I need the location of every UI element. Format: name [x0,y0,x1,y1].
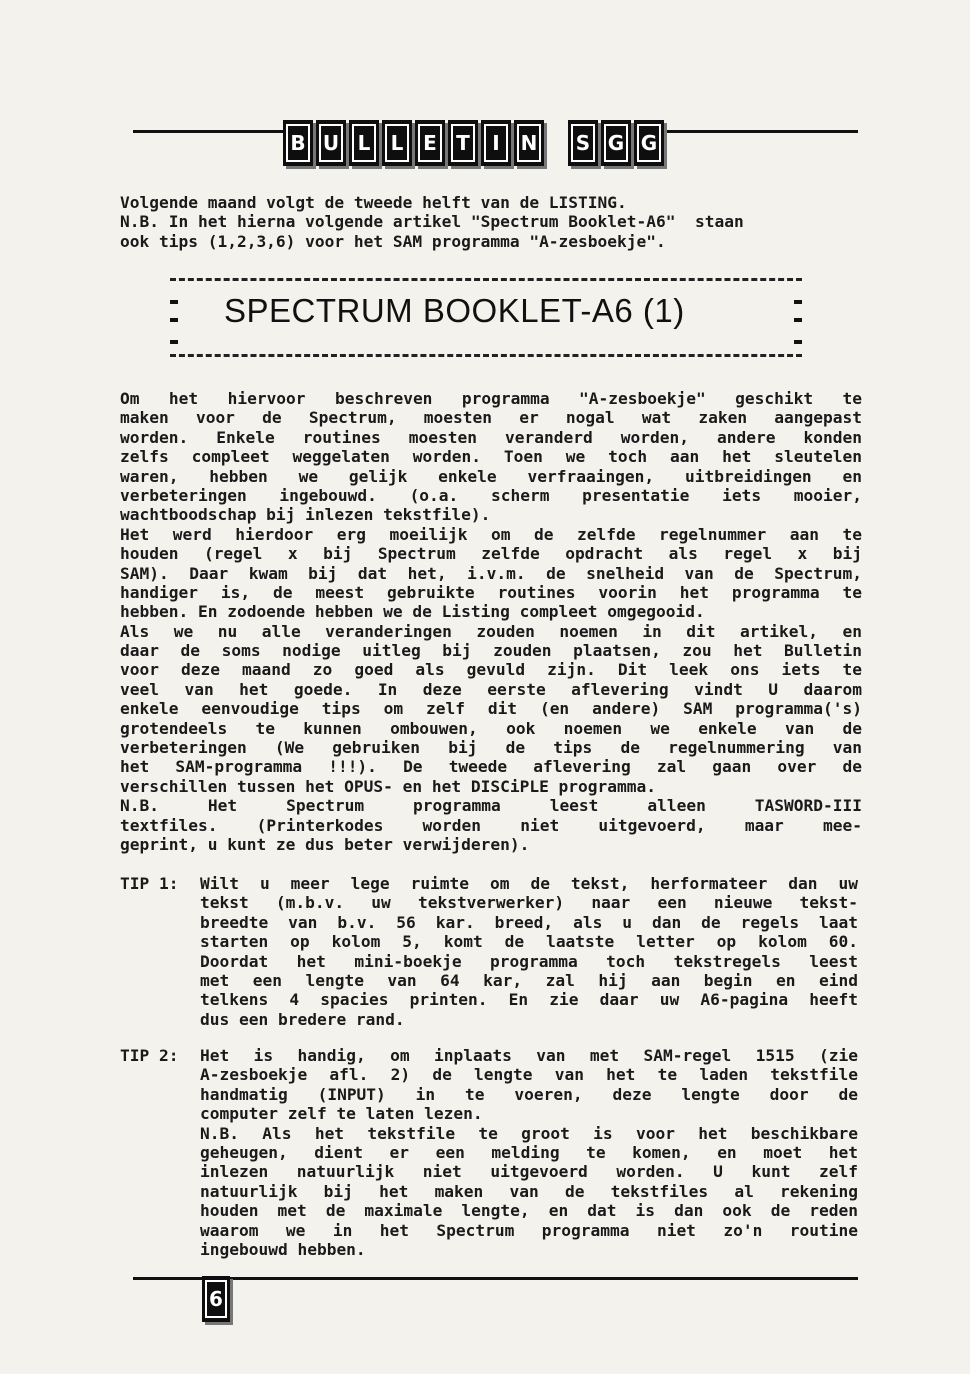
text-line: maken voor de Spectrum, moesten er nogal wat zaken aangepast [120,408,862,428]
text-line: A-zesboekje afl. 2) de lengte van het te laden tekstfile [200,1065,858,1085]
tip-label: TIP 2: [120,1046,179,1065]
title-mark [170,300,178,304]
text-line: houden (regel x bij Spectrum zelfde opdracht als regel x bij [120,544,862,564]
banner-letter: B [283,120,313,166]
text-line: waarom we in het Spectrum programma niet zo'n routine [200,1220,858,1240]
text-line: handiger is, de meest gebruikte routines voorin het programma te [120,582,862,602]
header-rule-left [133,130,283,133]
banner-letter: E [415,120,445,166]
text-line: Het werd hierdoor erg moeilijk om de zelfde regelnummer aan te [120,524,862,544]
page-number: 6 [205,1280,227,1318]
title-rule-bottom [170,354,802,357]
intro-text [120,193,862,251]
text-line: natuurlijk bij het maken van de tekstfiles al rekening [200,1181,858,1201]
article-paragraph [120,389,862,854]
text-line: textfiles. (Printerkodes worden niet uitgevoerd, maar mee- [120,815,862,835]
banner-letter: L [382,120,412,166]
title-mark [794,318,802,322]
text-line: geheugen, dient er een melding te komen, en moet het [200,1142,858,1162]
text-line: het SAM-programma !!!). De tweede aflevering zal gaan over de [120,757,862,777]
bulletin-sgg-banner [283,116,664,170]
title-mark [794,300,802,304]
tip-label: TIP 1: [120,874,179,893]
article-title: SPECTRUM BOOKLET-A6 (1) [224,292,685,329]
tip-body [200,874,858,1029]
banner-letter: G [601,120,631,166]
text-line: Als we nu alle veranderingen zouden noemen in dit artikel, en [120,621,862,641]
text-line: ook tips (1,2,3,6) voor het SAM programma "A-zesboekje". [120,231,666,251]
title-rule-top [170,278,802,281]
text-line: dus een bredere rand. [200,1009,405,1029]
text-line: waren, hebben we gelijk enkele verfraaingen, uitbreidingen en [120,466,862,486]
banner-letter: S [568,120,598,166]
text-line: ingebouwd hebben. [200,1239,366,1259]
text-line: met een lengte van 64 kar, zal hij aan begin en eind [200,970,858,990]
text-line: verschillen tussen het OPUS- en het DISCiPLE programma. [120,776,657,796]
title-mark [170,340,178,344]
text-line: N.B. Als het tekstfile te groot is voor het beschikbare [200,1123,858,1143]
text-line: Wilt u meer lege ruimte om de tekst, herformateer dan uw [200,874,858,893]
text-line: hebben. En zodoende hebben we de Listing compleet omgegooid. [120,602,705,622]
text-line: wachtboodschap bij inlezen tekstfile). [120,505,491,525]
text-line: breedte van b.v. 56 kar. breed, als u dan de regels laat [200,912,858,932]
text-line: grotendeels te kunnen ombouwen, ook noemen we enkele van de [120,718,862,738]
page-number-badge [202,1276,230,1322]
text-line: N.B. In het hierna volgende artikel "Spectrum Booklet-A6" staan [120,212,744,232]
text-line: verbeteringen (We gebruiken bij de tips de regelnummering van [120,738,862,758]
text-line: Het is handig, om inplaats van met SAM-regel 1515 (zie [200,1046,858,1065]
text-line: voor deze maand zo goed als gevuld zijn. Dit leek ons iets te [120,660,862,680]
text-line: daar de soms nodige uitleg bij zouden plaatsen, zou het Bulletin [120,641,862,661]
text-line: tekst (m.b.v. uw tekstverwerker) naar een nieuwe tekst- [200,893,858,913]
text-line: Doordat het mini-boekje programma toch tekstregels leest [200,951,858,971]
footer-rule [133,1277,858,1280]
text-line: Volgende maand volgt de tweede helft van de LISTING. [120,193,627,212]
text-line: handmatig (INPUT) in te voeren, deze lengte door de [200,1084,858,1104]
text-line: houden met de maximale lengte, en dat is dan ook de reden [200,1201,858,1221]
text-line: N.B. Het Spectrum programma leest alleen TASWORD-III [120,796,862,816]
text-line: inlezen natuurlijk niet uitgevoerd worden. U kunt zelf [200,1162,858,1182]
text-line: starten op kolom 5, komt de laatste letter op kolom 60. [200,932,858,952]
title-mark [170,318,178,322]
text-line: computer zelf te laten lezen. [200,1104,483,1124]
banner-letter: T [448,120,478,166]
text-line: zelfs compleet weggelaten worden. Toen we toch aan het sleutelen [120,447,862,467]
text-line: geprint, u kunt ze dus beter verwijderen). [120,834,530,854]
banner-letter: U [316,120,346,166]
text-line: telkens 4 spacies printen. En zie daar uw A6-pagina heeft [200,990,858,1010]
text-line: worden. Enkele routines moesten veranderd worden, andere konden [120,427,862,447]
banner-letter: I [481,120,511,166]
text-line: enkele eenvoudige tips om zelf dit (en andere) SAM programma('s) [120,699,862,719]
banner-letter: G [634,120,664,166]
title-mark [794,340,802,344]
text-line: SAM). Daar kwam bij dat het, i.v.m. de snelheid van de Spectrum, [120,563,862,583]
text-line: Om het hiervoor beschreven programma "A-zesboekje" geschikt te [120,389,862,408]
text-line: verbeteringen ingebouwd. (o.a. scherm presentatie iets mooier, [120,485,862,505]
banner-letter: L [349,120,379,166]
text-line: veel van het goede. In deze eerste aflevering vindt U daarom [120,679,862,699]
header-rule-right [660,130,858,133]
tip-body [200,1046,858,1259]
banner-letter: N [514,120,544,166]
